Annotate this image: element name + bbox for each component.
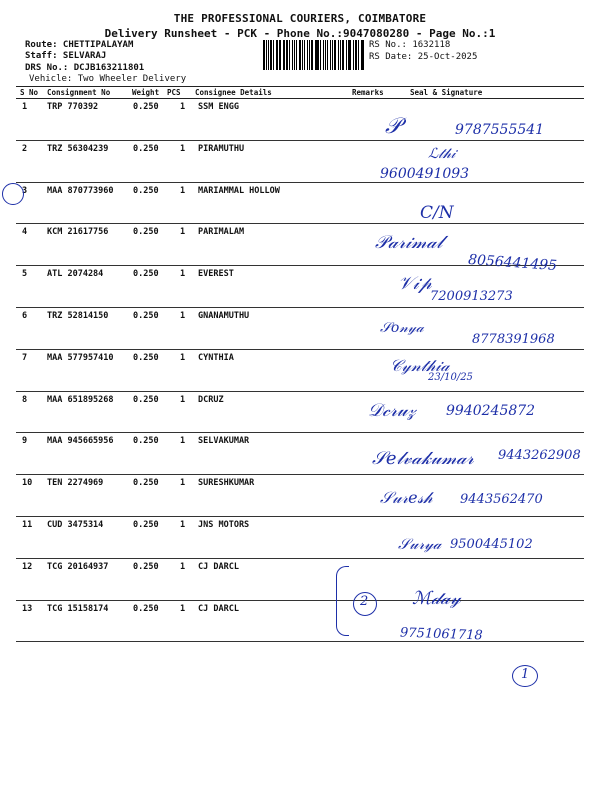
row-consignee: PIRAMUTHU [198, 143, 245, 154]
handwritten-cn: C/N [420, 203, 454, 223]
handwritten-phone-1: 9787555541 [455, 122, 545, 138]
barcode-bar [355, 40, 357, 70]
row-weight: 0.250 [133, 478, 159, 489]
row-consignment: TEN 2274969 [47, 478, 104, 489]
barcode-bar [315, 40, 316, 70]
barcode-bar [296, 40, 297, 70]
row-divider [16, 474, 584, 475]
row-pcs: 1 [180, 102, 186, 112]
row-weight: 0.250 [133, 102, 159, 112]
row-consignment: TCG 20164937 [47, 561, 109, 572]
signature-scribble: 𝒫 [385, 114, 401, 139]
row-consignment: TRP 770392 [47, 102, 99, 112]
barcode-bar [346, 40, 347, 70]
signature-scribble: 𝒮𝑜𝓃𝓎𝒶 [380, 320, 424, 336]
barcode-bar [307, 40, 308, 70]
barcode-bar [353, 40, 354, 70]
signature-scribble: 𝒮𝓊𝓇𝑒𝓈𝒽 [380, 488, 433, 507]
barcode-bar [302, 40, 303, 70]
table-header [16, 88, 584, 98]
barcode-bar [342, 40, 344, 70]
staff-label: Staff: SELVARAJ [25, 51, 107, 61]
row-consignment: KCM 21617756 [47, 227, 109, 238]
row-divider [16, 641, 584, 642]
row-consignment: MAA 945665956 [47, 436, 114, 447]
handwritten-phone-6: 8778391968 [472, 332, 555, 347]
row-consignment: ATL 2074284 [47, 269, 104, 280]
row-consignee: MARIAMMAL HOLLOW [198, 185, 280, 196]
barcode-bar [263, 40, 265, 70]
row-weight: 0.250 [133, 311, 159, 321]
row-weight: 0.250 [133, 185, 159, 196]
row-sno: 6 [22, 311, 28, 321]
handwritten-phone-2: 9600491093 [380, 166, 470, 182]
row-consignee: CJ DARCL [198, 603, 239, 614]
row-sno: 11 [22, 520, 33, 530]
barcode-bar [273, 40, 274, 70]
row-weight: 0.250 [133, 352, 159, 363]
row-divider [16, 307, 584, 308]
row-pcs: 1 [180, 227, 186, 238]
col-remarks: Remarks [352, 88, 384, 97]
route-label: Route: CHETTIPALAYAM [25, 40, 134, 50]
row-divider [16, 432, 584, 433]
barcode-bar [268, 40, 269, 70]
row-pcs: 1 [180, 603, 186, 614]
circled-two-text: 2 [360, 594, 369, 609]
row-weight: 0.250 [133, 143, 159, 154]
barcode-bar [334, 40, 336, 70]
barcode-bar [323, 40, 324, 70]
barcode-bar [289, 40, 290, 70]
row-sno: 5 [22, 269, 28, 280]
barcode-bar [294, 40, 296, 70]
signature-scribble: 𝒟𝒸𝓇𝓊𝓏 [368, 400, 416, 421]
row-pcs: 1 [180, 561, 186, 572]
row-consignee: SSM ENGG [198, 102, 239, 112]
barcode [263, 40, 365, 70]
row-consignee: SELVAKUMAR [198, 436, 250, 447]
signature-scribble: 𝒮𝓊𝓇𝓎𝒶 [398, 535, 442, 553]
row-divider [16, 140, 584, 141]
row-sno: 12 [22, 561, 33, 572]
barcode-bar [330, 40, 331, 70]
row-pcs: 1 [180, 520, 186, 530]
barcode-bar [270, 40, 272, 70]
barcode-bar [309, 40, 310, 70]
row-consignment: MAA 870773960 [47, 185, 114, 196]
row-divider [16, 600, 584, 601]
row-weight: 0.250 [133, 436, 159, 447]
barcode-bar [286, 40, 288, 70]
row-sno: 2 [22, 143, 28, 154]
brace-mark [336, 566, 349, 636]
row-consignee: GNANAMUTHU [198, 311, 250, 321]
row-weight: 0.250 [133, 394, 159, 405]
col-consignee: Consignee Details [195, 88, 272, 97]
handwritten-phone-10: 9443562470 [460, 492, 543, 507]
barcode-bar [304, 40, 306, 70]
row-sno: 8 [22, 394, 28, 405]
barcode-bar [316, 40, 318, 70]
rs-number: RS No.: 1632118 [369, 40, 451, 50]
row-weight: 0.250 [133, 269, 159, 280]
table-top-border [16, 86, 584, 87]
barcode-bar [332, 40, 333, 70]
handwritten-phone-13: 9751061718 [399, 625, 483, 644]
row-consignment: CUD 3475314 [47, 520, 104, 530]
signature-scribble: 𝒮𝑒𝓁𝓋𝒶𝓀𝓊𝓂𝒶𝓇 [372, 448, 474, 469]
row-sno: 10 [22, 478, 33, 489]
row-consignment: TCG 15158174 [47, 603, 109, 614]
row-consignee: EVEREST [198, 269, 234, 280]
barcode-bar [311, 40, 313, 70]
barcode-bar [349, 40, 351, 70]
row-weight: 0.250 [133, 520, 159, 530]
handwritten-phone-9: 9443262908 [498, 448, 581, 463]
col-sno: S No [20, 88, 39, 97]
row-weight: 0.250 [133, 227, 159, 238]
row-divider [16, 391, 584, 392]
row-pcs: 1 [180, 352, 186, 363]
handwritten-phone-8: 9940245872 [446, 403, 536, 419]
row-pcs: 1 [180, 143, 186, 154]
row-sno: 9 [22, 436, 28, 447]
row-consignee: PARIMALAM [198, 227, 245, 238]
signature-scribble: 𝒫𝒶𝓇𝒾𝓂𝒶𝓁 [375, 232, 443, 253]
col-consignment: Consignment No [47, 88, 111, 97]
col-weight: Weight [132, 88, 160, 97]
row-consignee: DCRUZ [198, 394, 224, 405]
barcode-bar [362, 40, 364, 70]
row-weight: 0.250 [133, 603, 159, 614]
handwritten-date: 23/10/25 [428, 372, 473, 383]
barcode-bar [279, 40, 280, 70]
drs-label: DRS No.: DCJB163211801 [25, 63, 145, 73]
table-header-border [16, 98, 584, 99]
row-consignment: TRZ 56304239 [47, 143, 109, 154]
handwritten-phone-11: 9500445102 [450, 537, 533, 552]
barcode-bar [338, 40, 339, 70]
vehicle-label: Vehicle: Two Wheeler Delivery [29, 74, 187, 84]
row-divider [16, 223, 584, 224]
signature-scribble: ℒ𝓉𝒽𝒾 [428, 146, 456, 162]
row-divider [16, 349, 584, 350]
row-consignment: TRZ 52814150 [47, 311, 109, 321]
row-sno: 1 [22, 102, 28, 112]
row-pcs: 1 [180, 311, 186, 321]
row-pcs: 1 [180, 269, 186, 280]
row-consignee: SURESHKUMAR [198, 478, 255, 489]
barcode-bar [276, 40, 278, 70]
signature-scribble: ℳ𝒹𝒶𝓎 [412, 588, 461, 609]
barcode-bar [358, 40, 359, 70]
barcode-bar [361, 40, 362, 70]
barcode-bar [320, 40, 322, 70]
col-seal: Seal & Signature [410, 88, 483, 97]
barcode-bar [327, 40, 329, 70]
runsheet-subtitle: Delivery Runsheet - PCK - Phone No.:9047080280 - Page No.:1 [104, 27, 496, 40]
row-sno: 7 [22, 352, 28, 363]
row-divider [16, 182, 584, 183]
handwritten-phone-4: 8056441495 [467, 251, 558, 275]
row-divider [16, 558, 584, 559]
company-title: THE PROFESSIONAL COURIERS, COIMBATORE [173, 12, 427, 25]
col-pcs: PCS [167, 88, 181, 97]
row-divider [16, 516, 584, 517]
row-pcs: 1 [180, 185, 186, 196]
barcode-bar [348, 40, 349, 70]
signature-scribble: 𝒞𝓎𝓃𝓉𝒽𝒾𝒶 [390, 356, 450, 375]
barcode-bar [325, 40, 326, 70]
barcode-bar [292, 40, 293, 70]
row-sno: 4 [22, 227, 28, 238]
row-pcs: 1 [180, 394, 186, 405]
row-consignee: JNS MOTORS [198, 520, 250, 530]
signature-scribble: 𝒱𝒾𝓅 [398, 273, 432, 294]
rs-date: RS Date: 25-Oct-2025 [369, 52, 478, 62]
barcode-bar [340, 40, 342, 70]
row-pcs: 1 [180, 478, 186, 489]
handwritten-phone-5: 7200913273 [430, 289, 513, 304]
row-sno: 13 [22, 603, 33, 614]
page-mark-text: 1 [521, 667, 530, 682]
row-sno: 3 [22, 185, 28, 196]
row-consignee: CJ DARCL [198, 561, 239, 572]
row-consignment: MAA 577957410 [47, 352, 114, 363]
circled-mark [2, 183, 24, 205]
barcode-bar [280, 40, 281, 70]
barcode-bar [266, 40, 267, 70]
barcode-bar [299, 40, 301, 70]
row-weight: 0.250 [133, 561, 159, 572]
row-consignee: CYNTHIA [198, 352, 234, 363]
row-pcs: 1 [180, 436, 186, 447]
row-consignment: MAA 651895268 [47, 394, 114, 405]
barcode-bar [283, 40, 285, 70]
